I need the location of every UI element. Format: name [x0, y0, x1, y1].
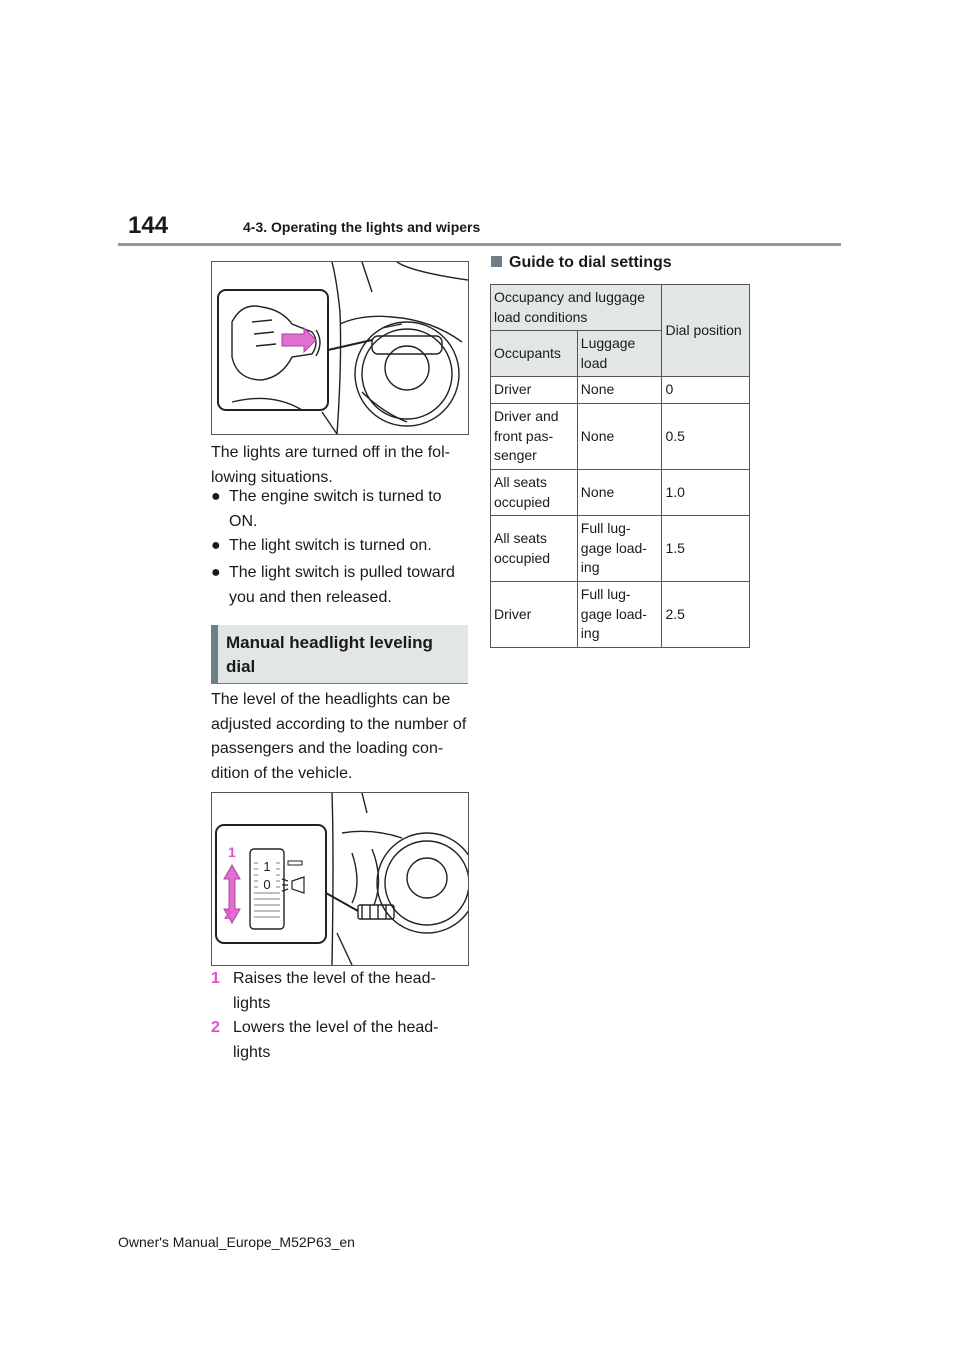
leveling-dial-illustration	[212, 793, 468, 965]
dial-mark-top: 1	[263, 859, 271, 874]
dial-mark-bottom: 0	[263, 877, 271, 892]
dial-settings-table	[490, 284, 750, 648]
cell-occupants: Driver and front pas-senger	[491, 404, 578, 470]
leveling-dial-figure	[211, 792, 469, 966]
cell-dial: 0	[662, 377, 750, 404]
step-text: Raises the level of the head-lights	[233, 970, 436, 1012]
header-dial-position: Dial position	[662, 285, 750, 377]
header-luggage: Luggage load	[577, 331, 662, 377]
down-label: 2	[224, 906, 232, 922]
up-label: 1	[228, 844, 236, 860]
cell-luggage: None	[577, 470, 662, 516]
cell-luggage: None	[577, 404, 662, 470]
cell-dial: 0.5	[662, 404, 750, 470]
cell-occupants: Driver	[491, 377, 578, 404]
bullet-text: The light switch is turned on.	[229, 537, 432, 554]
page-number: 144	[128, 212, 169, 239]
lights-off-intro: The lights are turned off in the fol- lowing situations.	[211, 444, 450, 486]
cell-luggage: Full lug-gage load-ing	[577, 516, 662, 582]
step-number: 1	[211, 970, 220, 987]
heading-underline	[211, 683, 468, 684]
light-switch-illustration	[212, 262, 468, 434]
cell-occupants: All seats occupied	[491, 470, 578, 516]
bullet-icon: ●	[211, 564, 221, 581]
cell-luggage: None	[577, 377, 662, 404]
footer-text: Owner's Manual_Europe_M52P63_en	[118, 1234, 355, 1250]
cell-dial: 1.0	[662, 470, 750, 516]
cell-occupants: Driver	[491, 582, 578, 648]
table-row	[491, 582, 750, 648]
bullet-icon: ●	[211, 537, 221, 554]
step-number: 2	[211, 1019, 220, 1036]
table-row	[491, 516, 750, 582]
table-row	[491, 377, 750, 404]
guide-heading	[491, 254, 672, 272]
heading-square-icon	[491, 256, 502, 267]
cell-dial: 1.5	[662, 516, 750, 582]
cell-occupants: All seats occupied	[491, 516, 578, 582]
table-row	[491, 470, 750, 516]
bullet-text: The engine switch is turned to ON.	[229, 488, 442, 530]
leveling-description: The level of the headlights can be adjusted according to the number of passengers and the loading con-dition of the vehicle.	[211, 691, 467, 782]
section-heading: Manual headlight leveling dial	[226, 633, 433, 676]
light-switch-figure	[211, 261, 469, 435]
section-heading-box	[211, 625, 468, 683]
cell-dial: 2.5	[662, 582, 750, 648]
bullet-text: The light switch is pulled toward you and then released.	[229, 564, 455, 606]
header-rule	[118, 243, 841, 246]
table-row	[491, 404, 750, 470]
header-conditions: Occupancy and luggage load conditions	[491, 285, 662, 331]
step-text: Lowers the level of the head-lights	[233, 1019, 439, 1061]
cell-luggage: Full lug-gage load-ing	[577, 582, 662, 648]
bullet-icon: ●	[211, 488, 221, 505]
header-occupants: Occupants	[491, 331, 578, 377]
guide-heading-text: Guide to dial settings	[509, 254, 672, 271]
section-title: 4-3. Operating the lights and wipers	[243, 219, 481, 235]
